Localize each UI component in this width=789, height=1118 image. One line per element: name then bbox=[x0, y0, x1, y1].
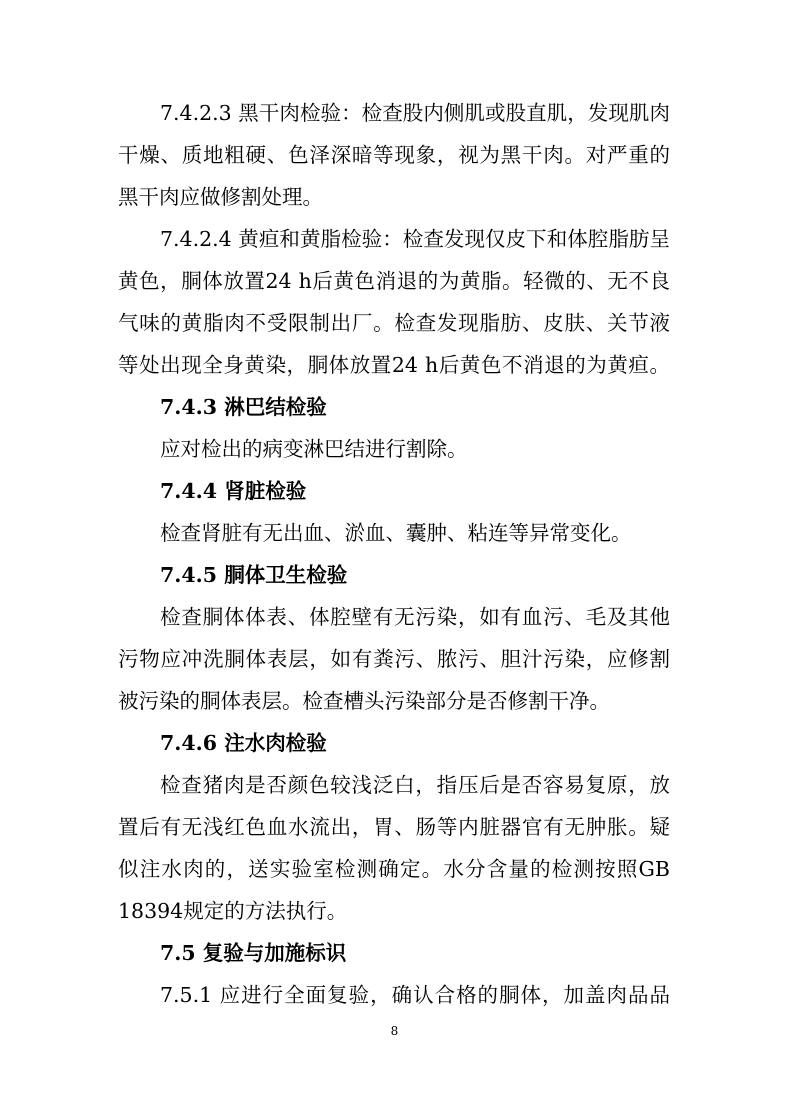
text-line: 黑干肉应做修割处理。 bbox=[118, 185, 323, 209]
text-line: 应对检出的病变淋巴结进行割除。 bbox=[160, 437, 468, 461]
section-heading: 7.5 复验与加施标识 bbox=[160, 941, 347, 965]
text-line: 干燥、质地粗硬、色泽深暗等现象，视为黑干肉。对严重的 bbox=[118, 143, 670, 167]
section-heading: 7.4.5 胴体卫生检验 bbox=[160, 563, 348, 587]
text-line: 7.4.2.4 黄疸和黄脂检验：检查发现仅皮下和体腔脂肪呈 bbox=[160, 227, 670, 251]
text-line: 被污染的胴体表层。检查槽头污染部分是否修割干净。 bbox=[118, 689, 610, 713]
page-number: 8 bbox=[390, 1024, 399, 1038]
text-line: 气味的黄脂肉不受限制出厂。检查发现脂肪、皮肤、关节液 bbox=[118, 311, 670, 335]
text-line: 检查猪肉是否颜色较浅泛白，指压后是否容易复原，放 bbox=[160, 773, 670, 797]
text-line: 等处出现全身黄染，胴体放置24 h后黄色不消退的为黄疸。 bbox=[118, 353, 670, 377]
text-line: 7.4.2.3 黑干肉检验：检查股内侧肌或股直肌，发现肌肉 bbox=[160, 101, 670, 125]
text-line: 检查肾脏有无出血、淤血、囊肿、粘连等异常变化。 bbox=[160, 521, 632, 545]
text-line: 7.5.1 应进行全面复验，确认合格的胴体，加盖肉品品 bbox=[160, 983, 670, 1007]
text-line: 污物应冲洗胴体表层，如有粪污、脓污、胆汁污染，应修割 bbox=[118, 647, 670, 671]
text-line: 黄色，胴体放置24 h后黄色消退的为黄脂。轻微的、无不良 bbox=[118, 269, 670, 293]
text-line: 18394规定的方法执行。 bbox=[118, 899, 348, 923]
section-heading: 7.4.4 肾脏检验 bbox=[160, 479, 307, 503]
text-line: 似注水肉的，送实验室检测确定。水分含量的检测按照GB bbox=[118, 857, 670, 881]
section-heading: 7.4.3 淋巴结检验 bbox=[160, 395, 327, 419]
text-line: 检查胴体体表、体腔壁有无污染，如有血污、毛及其他 bbox=[160, 605, 670, 629]
text-line: 置后有无浅红色血水流出，胃、肠等内脏器官有无肿胀。疑 bbox=[118, 815, 670, 839]
section-heading: 7.4.6 注水肉检验 bbox=[160, 731, 327, 755]
